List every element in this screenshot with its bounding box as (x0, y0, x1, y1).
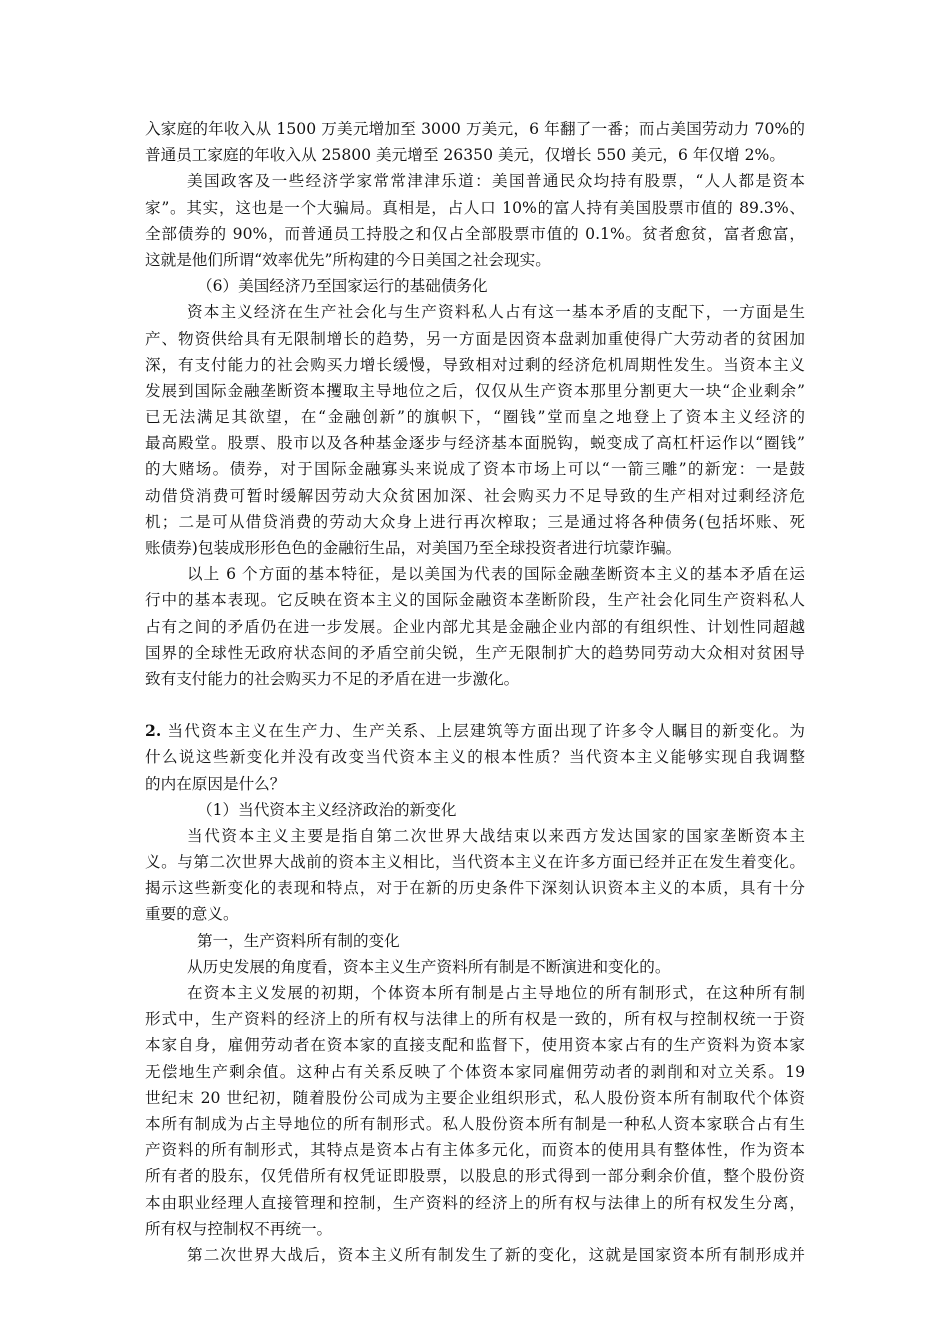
text-line: 无偿地生产剩余值。这种占有关系反映了个体资本家同雇佣劳动者的剥削和对立关系。19 (145, 1062, 805, 1081)
text-line: 普通员工家庭的年收入从 25800 美元增至 26350 美元，仅增长 550 美元，6 年仅增 2%。 (145, 146, 785, 165)
text-line: 深，有支付能力的社会购买力增长缓慢，导致相对过剩的经济危机周期性发生。当资本主义 (145, 355, 805, 374)
paragraph-income-continuation (145, 116, 805, 168)
paragraph-contemporary-capitalism (145, 823, 805, 928)
text-line: 账债券)包装成形形色色的金融衍生品，对美国乃至全球投资者进行坑蒙诈骗。 (145, 539, 682, 557)
text-line: 产、物资供给具有无限制增长的趋势，另一方面是因资本盘剥加重使得广大劳动者的贫困加 (145, 329, 805, 348)
text-line: 国界的全球性无政府状态间的矛盾空前尖锐，生产无限制扩大的趋势同劳动大众相对贫困导 (145, 643, 805, 662)
text-line: 家”。其实，这也是一个大骗局。真相是，占人口 10%的富人持有美国股票市值的 89.3%、 (145, 198, 805, 217)
text-line: 的内在原因是什么？ (145, 774, 286, 793)
blank-line (145, 692, 805, 718)
paragraph-everyone-capitalist (145, 168, 805, 273)
text-line: 本由职业经理人直接管理和控制，生产资料的经济上的所有权与法律上的所有权发生分离， (145, 1193, 805, 1212)
text-line: 当代资本主义主要是指自第二次世界大战结束以来西方发达国家的国家垄断资本主 (187, 826, 805, 845)
text-line: 本所有制成为占主导地位的所有制形式。私人股份资本所有制是一种私人资本家联合占有生 (145, 1114, 805, 1133)
text-line: 发展到国际金融垄断资本攫取主导地位之后，仅仅从生产资本那里分割更大一块“企业剩余” (145, 381, 805, 400)
text-line: 已无法满足其欲望，在“金融创新”的旗帜下，“圈钱”堂而皇之地登上了资本主义经济的 (145, 408, 805, 427)
text-line: 全部债券的 90%，而普通员工持股之和仅占全部股票市值的 0.1%。贫者愈贫，富者愈富， (145, 224, 805, 243)
text-line: 入家庭的年收入从 1500 万美元增加至 3000 万美元，6 年翻了一番；而占美国劳动力 70%的 (145, 120, 805, 138)
paragraph-early-capitalism (145, 980, 805, 1242)
text-line: 什么说这些新变化并没有改变当代资本主义的根本性质？当代资本主义能够实现自我调整 (145, 748, 805, 767)
text-line: 机；二是可从借贷消费的劳动大众身上进行再次榨取；三是通过将各种债务(包括坏账、死 (145, 512, 805, 531)
text-line: 义。与第二次世界大战前的资本主义相比，当代资本主义在许多方面已经并正在发生着变化。 (145, 853, 805, 872)
text-line: 本家自身，雇佣劳动者在资本家的直接支配和监督下，使用资本家占有的生产资料为资本家 (145, 1036, 805, 1055)
text-line: 这就是他们所谓“效率优先”所构建的今日美国之社会现实。 (145, 250, 551, 269)
section-heading-1: （1）当代资本主义经济政治的新变化 (197, 800, 457, 819)
text-line: 资本主义经济在生产社会化与生产资料私人占有这一基本矛盾的支配下，一方面是生 (187, 303, 805, 322)
text-line: 致有支付能力的社会购买力不足的矛盾在进一步激化。 (145, 669, 520, 688)
text-line: 以上 6 个方面的基本特征，是以美国为代表的国际金融垄断资本主义的基本矛盾在运 (187, 565, 805, 584)
text-line: 重要的意义。 (145, 905, 239, 924)
text-line: 动借贷消费可暂时缓解因劳动大众贫困加深、社会购买力不足导致的生产相对过剩经济危 (145, 486, 805, 505)
text-line: 从历史发展的角度看，资本主义生产资料所有制是不断演进和变化的。 (187, 957, 671, 976)
text-line: 揭示这些新变化的表现和特点，对于在新的历史条件下深刻认识资本主义的本质，具有十分 (145, 879, 805, 898)
paragraph-postwar (145, 1242, 805, 1268)
question-number: 2. (145, 721, 162, 741)
text-line: 的大赌场。债券，对于国际金融寡头来说成了资本市场上可以“一箭三雕”的新宠：一是鼓 (145, 460, 805, 479)
text-line: 占有之间的矛盾仍在进一步发展。企业内部尤其是金融企业内部的有组织性、计划性同超越 (145, 617, 805, 636)
paragraph-historical-view (145, 954, 805, 980)
text-line: 第二次世界大战后，资本主义所有制发生了新的变化，这就是国家资本所有制形成并 (187, 1245, 805, 1264)
text-line: 所有者的股东，仅凭借所有权凭证即股票，以股息的形式得到一部分剩余价值，整个股份资 (145, 1167, 805, 1186)
paragraph-debt (145, 299, 805, 561)
text-line: 最高殿堂。股票、股市以及各种基金逐步与经济基本面脱钩，蜕变成了高杠杆运作以“圈钱” (145, 434, 805, 453)
text-line: 行中的基本表现。它反映在资本主义的国际金融资本垄断阶段，生产社会化同生产资料私人 (145, 591, 805, 610)
text-line: 产资料的所有制形式，其特点是资本占有主体多元化，而资本的使用具有整体性，作为资本 (145, 1141, 805, 1160)
text-line: 美国政客及一些经济学家常常津津乐道：美国普通民众均持有股票，“人人都是资本 (187, 172, 805, 191)
paragraph-summary (145, 561, 805, 692)
question-2 (145, 718, 805, 797)
subheading-ownership-change: 第一，生产资料所有制的变化 (197, 931, 400, 950)
question-text: 当代资本主义在生产力、生产关系、上层建筑等方面出现了许多令人瞩目的新变化。为 (167, 722, 805, 741)
section-heading-6: （6）美国经济乃至国家运行的基础债务化 (197, 277, 488, 296)
document-page (145, 116, 805, 1268)
text-line: 形式中，生产资料的经济上的所有权与法律上的所有权是一致的，所有权与控制权统一于资 (145, 1010, 805, 1029)
text-line (145, 718, 805, 744)
text-line: 世纪末 20 世纪初，随着股份公司成为主要企业组织形式，私人股份资本所有制取代个体资 (145, 1088, 805, 1107)
text-line: 所有权与控制权不再统一。 (145, 1219, 333, 1238)
text-line: 在资本主义发展的初期，个体资本所有制是占主导地位的所有制形式，在这种所有制 (187, 984, 805, 1002)
